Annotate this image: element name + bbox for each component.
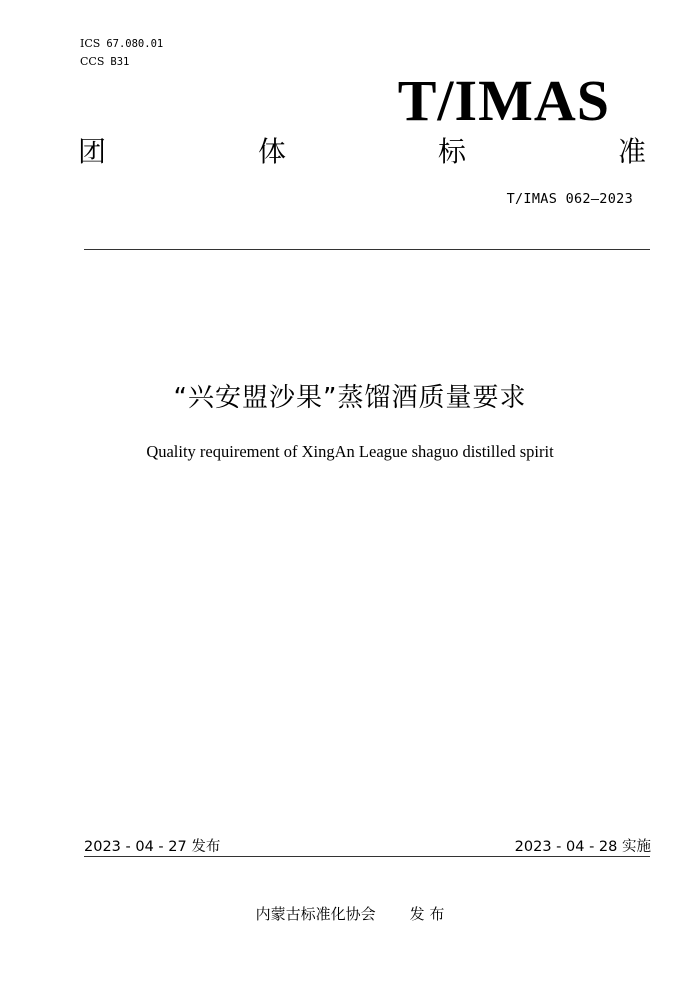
standard-number: T/IMAS 062—2023 xyxy=(506,191,633,207)
publish-word: 发 布 xyxy=(409,905,445,923)
std-type-char: 团 xyxy=(78,135,107,168)
standard-logo: T/IMAS xyxy=(397,68,610,133)
header-divider xyxy=(84,249,650,250)
ics-line xyxy=(80,35,163,53)
publisher-name: 内蒙古标准化协会 xyxy=(255,905,376,923)
classification-codes xyxy=(80,35,163,71)
ccs-code: B31 xyxy=(110,56,130,68)
std-type-char: 体 xyxy=(257,135,286,168)
publish-date: 2023 - 04 - 27 发布 xyxy=(84,839,221,855)
standard-type xyxy=(78,134,646,170)
std-type-char: 标 xyxy=(437,135,466,168)
effective-date: 2023 - 04 - 28 实施 xyxy=(514,839,651,855)
ics-code: 67.080.01 xyxy=(106,38,164,50)
ics-label: ICS xyxy=(80,37,101,50)
title-chinese: “兴安盟沙果”蒸馏酒质量要求 xyxy=(173,383,527,413)
ccs-line xyxy=(80,53,163,71)
ccs-label: CCS xyxy=(80,55,105,68)
std-type-char: 准 xyxy=(617,135,646,168)
publisher-line xyxy=(0,903,700,924)
title-english: Quality requirement of XingAn League shaguo distilled spirit xyxy=(146,442,554,461)
footer-divider xyxy=(84,856,650,857)
